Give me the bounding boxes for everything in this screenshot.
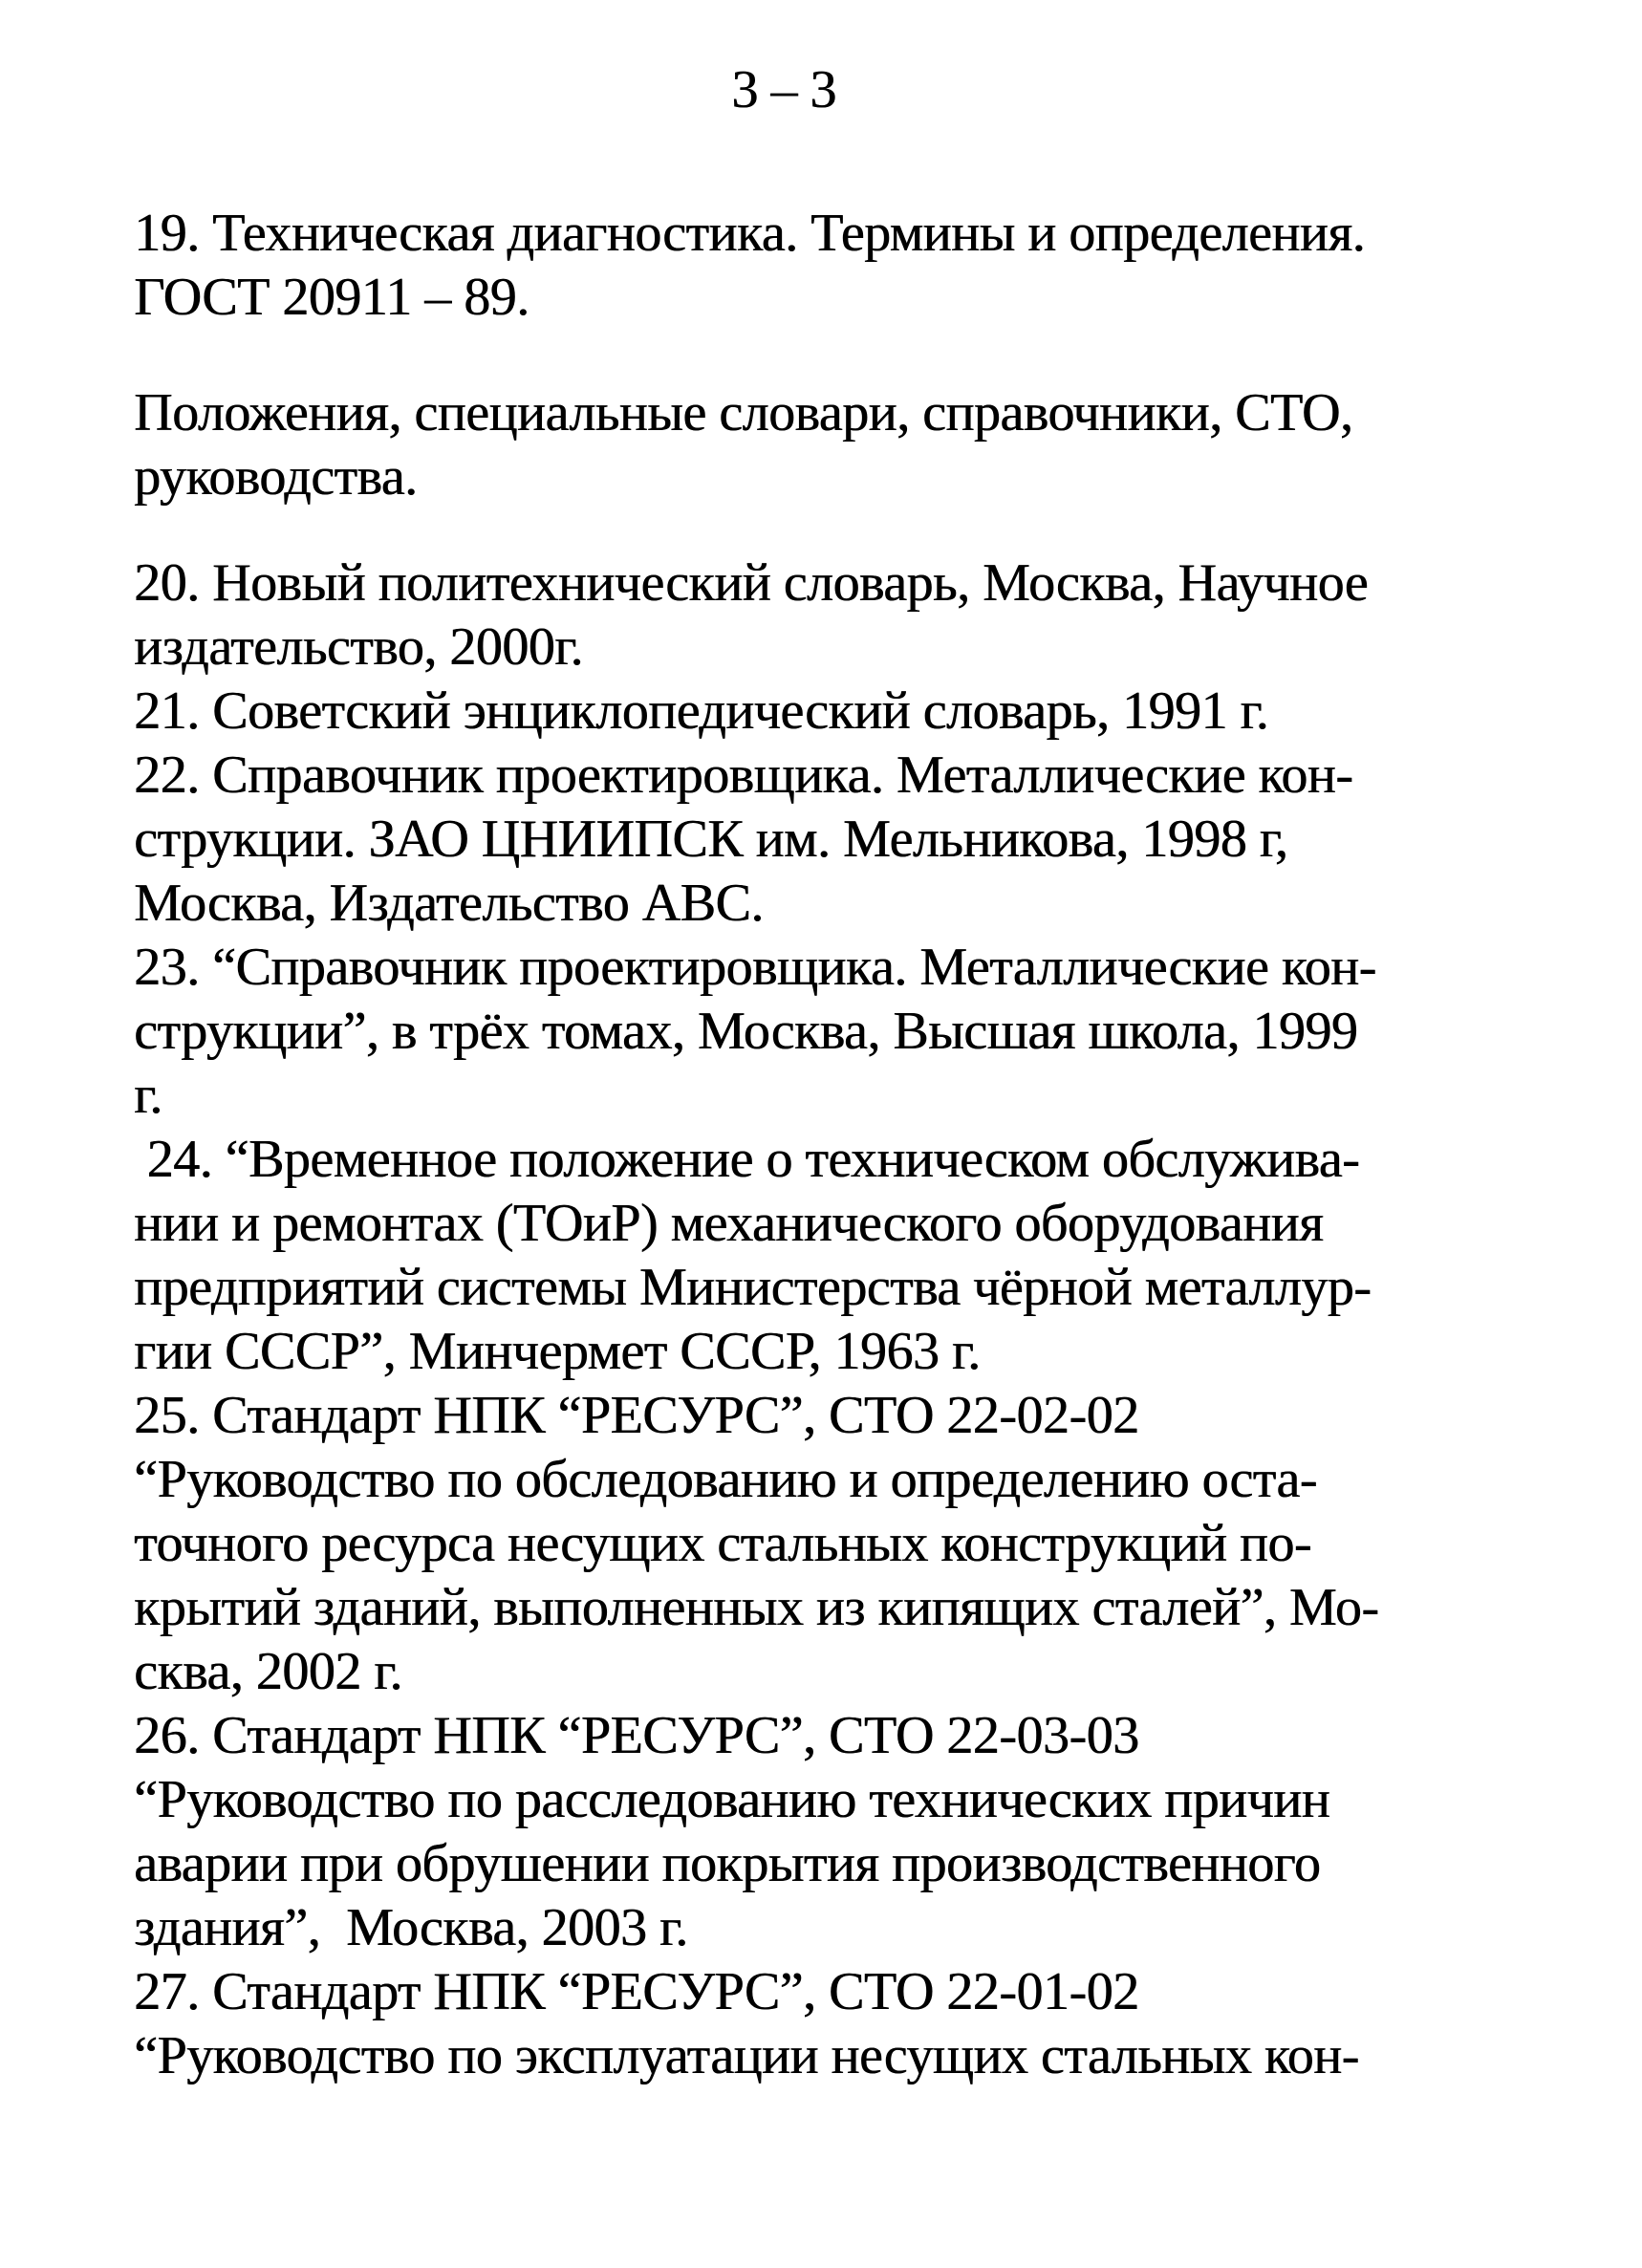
text-line: г. [134, 1066, 162, 1125]
text-line: Москва, Издательство АВС. [134, 874, 764, 933]
reference-items-20-27 [134, 551, 1546, 2088]
text-line: руководства. [134, 447, 418, 507]
text-line: 27. Стандарт НПК “РЕСУРС”, СТО 22-01-02 [134, 1962, 1139, 2021]
text-line: нии и ремонтах (ТОиР) механического оборудования [134, 1194, 1324, 1253]
text-line: 23. “Справочник проектировщика. Металлические кон- [134, 938, 1376, 997]
text-line: 20. Новый политехнический словарь, Москва, Научное [134, 553, 1368, 613]
text-line: крытий зданий, выполненных из кипящих сталей”, Мо- [134, 1578, 1379, 1637]
text-line: 25. Стандарт НПК “РЕСУРС”, СТО 22-02-02 [134, 1386, 1139, 1445]
text-line: гии СССР”, Минчермет СССР, 1963 г. [134, 1322, 981, 1381]
reference-item-19 [134, 202, 1546, 330]
text-line: 22. Справочник проектировщика. Металлические кон- [134, 745, 1353, 805]
text-line: 21. Советский энциклопедический словарь, 1991 г. [134, 681, 1269, 741]
text-line: 19. Техническая диагностика. Термины и определения. [134, 204, 1366, 263]
page-number: 3 – 3 [731, 60, 836, 119]
text-line: струкции”, в трёх томах, Москва, Высшая школа, 1999 [134, 1002, 1358, 1061]
text-line: точного ресурса несущих стальных конструкций по- [134, 1514, 1311, 1573]
text-line: Положения, специальные словари, справочники, СТО, [134, 383, 1353, 443]
text-line: “Руководство по расследованию технических причин [134, 1770, 1330, 1829]
text-line: аварии при обрушении покрытия производственного [134, 1834, 1321, 1893]
text-line: “Руководство по эксплуатации несущих стальных кон- [134, 2026, 1359, 2085]
text-line: 24. “Временное положение о техническом обслужива- [134, 1130, 1360, 1189]
text-line: ГОСТ 20911 – 89. [134, 268, 529, 327]
text-line: “Руководство по обследованию и определению оста- [134, 1450, 1317, 1509]
text-line: сква, 2002 г. [134, 1642, 402, 1701]
section-note [134, 381, 1546, 509]
text-line: здания”, Москва, 2003 г. [134, 1898, 688, 1957]
text-line: издательство, 2000г. [134, 617, 583, 677]
text-line: предприятий системы Министерства чёрной металлур- [134, 1258, 1372, 1317]
text-line: 26. Стандарт НПК “РЕСУРС”, СТО 22-03-03 [134, 1706, 1139, 1765]
page-content [0, 58, 1642, 2088]
text-line: струкции. ЗАО ЦНИИПСК им. Мельникова, 1998 г, [134, 810, 1288, 869]
